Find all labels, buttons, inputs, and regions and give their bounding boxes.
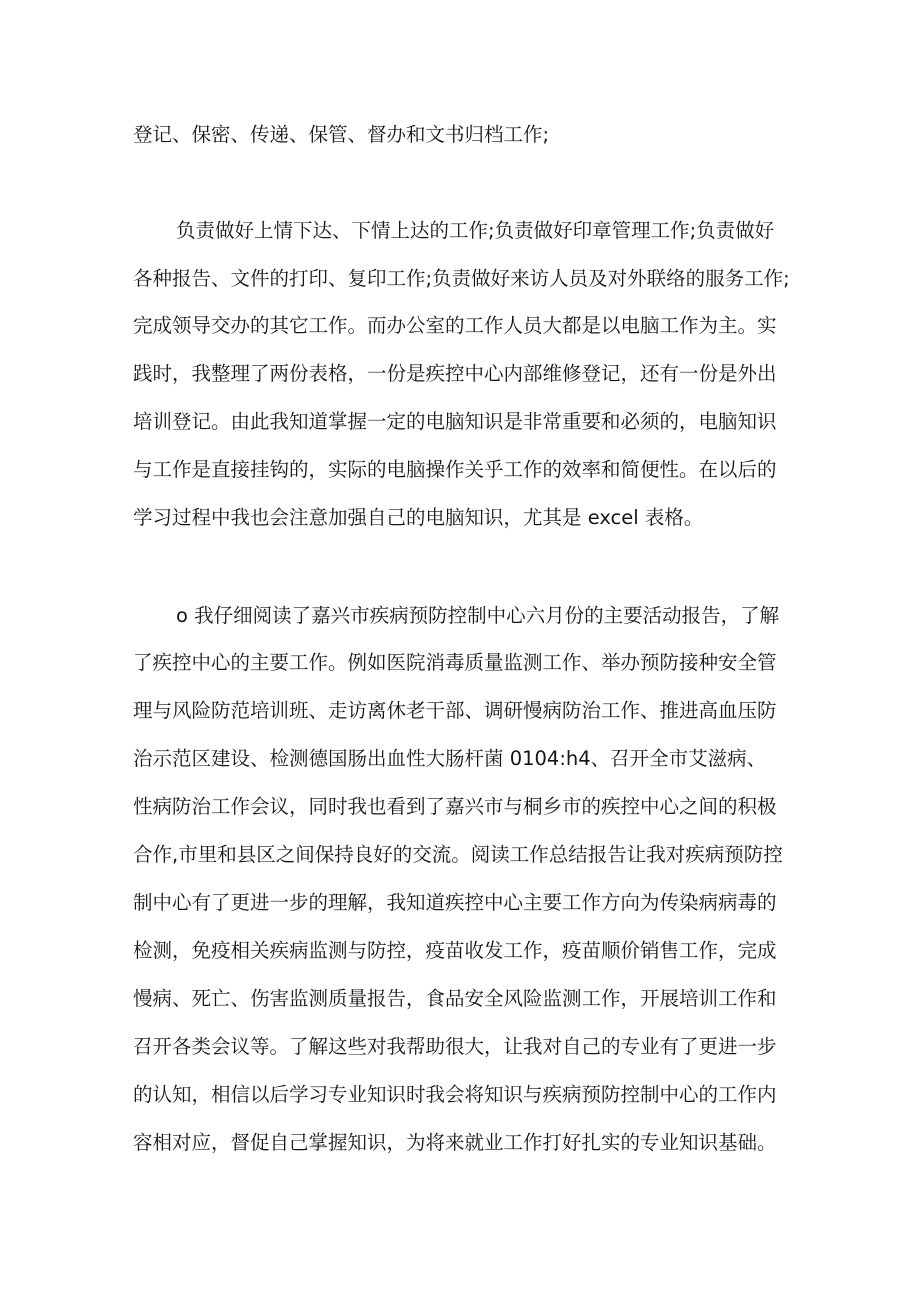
paragraph-2-line-6: 与工作是直接挂钩的，实际的电脑操作关乎工作的效率和简便性。在以后的 (133, 458, 777, 481)
paragraph-2-line-1: 负责做好上情下达、下情上达的工作;负责做好印章管理工作;负责做好 (176, 219, 775, 242)
paragraph-3-line-9: 慢病、死亡、伤害监测质量报告，食品安全风险监测工作，开展培训工作和 (133, 987, 777, 1010)
paragraph-3-line-3: 理与风险防范培训班、走访离休老干部、调研慢病防治工作、推进高血压防 (133, 699, 777, 722)
paragraph-3-line-1: o 我仔细阅读了嘉兴市疾病预防控制中心六月份的主要活动报告，了解 (176, 604, 780, 627)
paragraph-2-line-7: 学习过程中我也会注意加强自己的电脑知识，尤其是 excel 表格。 (133, 506, 704, 529)
paragraph-3-line-8: 检测，免疫相关疾病监测与防控，疫苗收发工作，疫苗顺价销售工作，完成 (133, 939, 777, 962)
paragraph-2-line-3: 完成领导交办的其它工作。而办公室的工作人员大都是以电脑工作为主。实 (133, 314, 777, 337)
paragraph-3-line-4: 治示范区建设、检测德国肠出血性大肠杆菌 0104:h4、召开全市艾滋病、 (133, 747, 767, 770)
paragraph-3-line-5: 性病防治工作会议，同时我也看到了嘉兴市与桐乡市的疾控中心之间的积极 (133, 795, 777, 818)
paragraph-3-line-6: 合作,市里和县区之间保持良好的交流。阅读工作总结报告让我对疾病预防控 (133, 843, 783, 866)
paragraph-1-line-1: 登记、保密、传递、保管、督办和文书归档工作; (133, 123, 550, 146)
paragraph-3-line-10: 召开各类会议等。了解这些对我帮助很大，让我对自己的专业有了更进一步 (133, 1035, 777, 1058)
paragraph-2-line-2: 各种报告、文件的打印、复印工作;负责做好来访人员及对外联络的服务工作; (133, 267, 790, 290)
paragraph-3-line-2: 了疾控中心的主要工作。例如医院消毒质量监测工作、举办预防接种安全管 (133, 651, 777, 674)
paragraph-2-line-5: 培训登记。由此我知道掌握一定的电脑知识是非常重要和必须的，电脑知识 (133, 410, 777, 433)
paragraph-2-line-4: 践时，我整理了两份表格，一份是疾控中心内部维修登记，还有一份是外出 (133, 362, 777, 385)
paragraph-3-line-7: 制中心有了更进一步的理解，我知道疾控中心主要工作方向为传染病病毒的 (133, 891, 777, 914)
paragraph-3-line-11: 的认知，相信以后学习专业知识时我会将知识与疾病预防控制中心的工作内 (133, 1083, 777, 1106)
paragraph-3-line-12: 容相对应，督促自己掌握知识，为将来就业工作打好扎实的专业知识基础。 (133, 1131, 777, 1154)
